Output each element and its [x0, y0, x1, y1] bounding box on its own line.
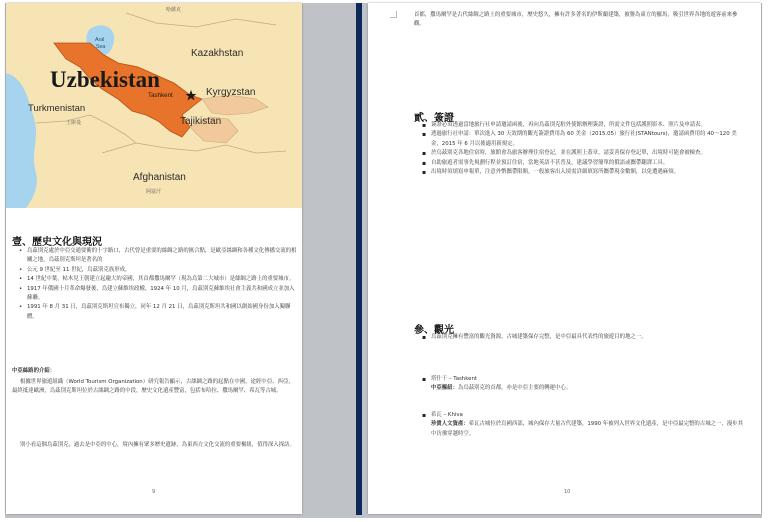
history-bullet: • 烏茲別克處於中亞交通要衝的十字路口，古代曾是重要的絲綢之路的匯合點，是歐亞絲綢和各種文化傳播交流的相關之地，烏茲別克斯坦是著名的	[16, 247, 298, 266]
page-divider	[356, 3, 362, 515]
silk-road-paragraph-1: 根據世界旅遊組織（World Tourism Organization）研究報告顯示，古絲綢之路的起點在中國，途經中亞、西亞，最終抵達歐洲，烏茲別克斯坦位於古絲綢之路的中段，歷史文化遺產豐富，包括布哈拉、撒馬爾罕、希瓦等古城。	[12, 379, 294, 395]
map-label-kazakhstan: Kazakhstan	[191, 48, 244, 59]
visa-bullet-list	[420, 121, 746, 177]
visa-bullet: ▪ 簽證必須透過當地旅行社申請邀請函後，再向烏茲別克駐外使館辦理簽證，所需文件包括護照影本、照片及申請表。	[420, 121, 746, 130]
map-label-tajikistan: Tajikistan	[180, 116, 222, 127]
uzbekistan-map	[6, 3, 302, 208]
intro-paragraph: 首都，撒馬爾罕是古代絲綢之路上的重要城市，歷史悠久，擁有許多著名的伊斯蘭建築，被譽為東方的羅馬，吸引世界各地的遊客前來參觀。	[414, 12, 738, 28]
history-bullet: • 1917 年俄國十月革命爆發後，烏建立蘇維埃政權，1924 年 10 月，烏茲別克蘇維埃社會主義共和國成立並加入蘇聯。	[16, 285, 298, 304]
city-tashkent	[420, 375, 746, 394]
map-label-uzbekistan: Uzbekistan	[50, 67, 160, 92]
page-9	[6, 3, 302, 514]
tourism-list	[420, 333, 746, 342]
heading-tourism: 參、觀光	[414, 325, 454, 336]
map-label-turkmenistan: Turkmenistan	[28, 103, 86, 114]
map-label-aral: Aral	[95, 37, 105, 43]
history-bullet-list	[16, 247, 298, 322]
city-tashkent-desc-label: 中亞樞紐：	[431, 385, 458, 392]
city-tashkent-description	[420, 384, 746, 393]
city-khiva-desc-label: 珍貴人文資產：	[431, 421, 469, 428]
map-label-kyrgyzstan: Kyrgyzstan	[206, 87, 256, 98]
visa-bullet: ▪ 出境時須填寫申報單，注意外幣攜帶限額，一般旅客出入境需詳細填寫所攜帶現金數額，以免遭遇麻煩。	[420, 168, 746, 177]
margin-mark	[390, 11, 397, 18]
silk-road-paragraph-2: 別小看這個烏茲別克，過去是中亞的中心，境內擁有眾多歷史遺跡，為東西方文化交流的重要樞紐，值得深入探訪。	[20, 442, 295, 448]
silk-road-subheading: 中亞絲路的介紹：	[12, 368, 56, 374]
history-bullet: • 公元 9 世紀至 11 世紀，烏茲別克族形成。	[16, 266, 298, 275]
visa-bullet: ▪ 於烏茲別克各地住宿時，旅館會為旅客辦理住宿登記，並在護照上蓋章，請妥善保存登記單，出境時可能會被檢查。	[420, 149, 746, 158]
city-tashkent-desc-text: 為烏茲別克的首都，亦是中亞主要的轉運中心。	[457, 385, 572, 392]
map-label-sea: Sea	[96, 44, 106, 50]
city-khiva-description	[420, 420, 746, 439]
page-number: 10	[564, 489, 571, 495]
map-label-kazakhstan-cn: 哈薩克	[166, 7, 182, 13]
heading-history: 壹、歷史文化與現況	[12, 237, 102, 248]
page-10	[368, 3, 761, 514]
city-khiva	[420, 411, 746, 439]
city-khiva-label: ▪ 希瓦 – Khiva	[420, 411, 746, 420]
city-khiva-desc-text: 希瓦古城位於烏國西部，城內保存大量古代建築，1990 年被列入世界文化遺產，是中亞最完整的古城之一，漫步其中彷彿穿越時空。	[431, 421, 743, 437]
map-label-tashkent: Tashkent	[148, 92, 173, 99]
map-graphic	[6, 3, 302, 208]
map-label-turkmenistan-cn: 土庫曼	[66, 120, 82, 126]
page-number: 9	[152, 489, 156, 495]
city-tashkent-label: ▪ 塔什干 – Tashkent	[420, 375, 746, 384]
history-bullet: • 1991 年 8 月 31 日，烏茲別克斯坦宣布獨立，同年 12 月 21 日，烏茲別克斯坦共和國以創始國身份加入獨聯體。	[16, 303, 298, 322]
history-bullet: • 14 世紀中葉，帖木兒王朝建立起龐大的帝國，其首都撒馬爾罕（現為烏第二大城市）是絲綢之路上的重要城市。	[16, 275, 298, 284]
heading-visa: 貳、簽證	[414, 113, 454, 124]
map-label-afghanistan: Afghanistan	[133, 172, 186, 183]
visa-bullet: ▪ 自助旅遊者需事先規劃行程並預訂住宿，當地英語不甚普及，建議學習簡單的俄語或攜帶翻譯工具。	[420, 159, 746, 168]
visa-bullet: ▪ 透過旅行社申請：單次進入 30 天效期的觀光簽證費用為 60 美金（2015.05）旅行社(STANtours)，邀請函費用約 40～120 美金，2015 年 6 月以後適用新規定。	[420, 130, 746, 149]
tourism-intro: ▪ 烏茲別克擁有豐富的觀光資源，古城建築保存完整，是中亞最具代表性的旅遊目的地之一。	[420, 333, 746, 342]
map-label-afghanistan-cn: 阿富汗	[146, 189, 162, 195]
